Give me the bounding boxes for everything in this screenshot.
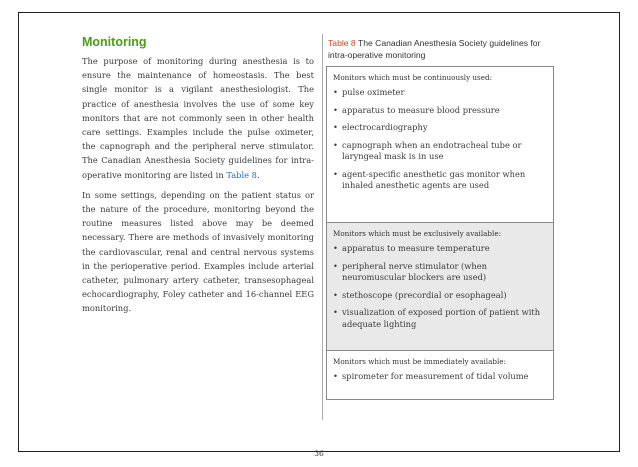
list-item [333, 169, 547, 192]
guidelines-table [326, 66, 554, 400]
list-item [333, 307, 547, 330]
table-section-exclusive [327, 223, 553, 351]
bullet-icon: • [333, 289, 338, 300]
table-caption [328, 38, 558, 61]
list-item [333, 243, 547, 255]
list-item-text: pulse oximeter [342, 87, 405, 97]
list-item-text: capnograph when an endotracheal tube or laryngeal mask is in use [342, 139, 522, 161]
bullet-icon: • [333, 260, 338, 271]
list-item-text: agent-specific anesthetic gas monitor when inhaled anesthetic agents are used [342, 168, 526, 190]
list-item-text: stethoscope (precordial or esophageal) [342, 289, 507, 300]
table-section-title: Monitors which must be continuously used: [333, 73, 493, 82]
table-section-title: Monitors which must be exclusively available: [333, 229, 501, 238]
bullet-icon: • [333, 371, 338, 381]
paragraph-1-text: The purpose of monitoring during anesthesia is to ensure the maintenance of homeostasis. The best single monitor is a vigilant anesthesiologist. The practice of anesthesia involves the use of some key monitors that are not commonly seen in other health care settings. Examples include the pulse oximeter, the capnograph and the peripheral nerve stimulator. The Canadian Anesthesia Society guidelines for intra-operative monitoring are listed in [82, 56, 314, 180]
table-caption-text: The Canadian Anesthesia Society guidelines for intra-operative monitoring [328, 38, 541, 60]
paragraph-2: In some settings, depending on the patient status or the nature of the procedure, monitoring beyond the routine measures listed above may be deemed necessary. There are methods of invasively monitoring the cardiovascular, renal and central nervous systems in the perioperative period. Examples include arterial catheter, pulmonary artery catheter, transesophageal echocardiography, Foley catheter and 16-channel EEG monitoring. [82, 189, 314, 314]
list-item [333, 261, 547, 284]
bullet-icon: • [333, 104, 338, 115]
bullet-icon: • [333, 122, 338, 132]
table-section-title: Monitors which must be immediately available: [333, 357, 506, 366]
list-item-text: apparatus to measure temperature [342, 243, 490, 253]
bullet-icon: • [333, 139, 338, 150]
paragraph-1-end: . [256, 169, 260, 180]
list-item [333, 290, 547, 302]
column-divider [322, 34, 323, 420]
table-section-continuous [327, 67, 553, 223]
paragraph-1 [82, 54, 314, 182]
list-item-text: visualization of exposed portion of patient with adequate lighting [342, 307, 541, 329]
bullet-icon: • [333, 307, 338, 317]
bullet-list [333, 87, 547, 192]
bullet-icon: • [333, 168, 338, 179]
list-item-text: electrocardiography [342, 122, 428, 132]
list-item [333, 87, 547, 99]
list-item [333, 371, 547, 383]
bullet-list [333, 243, 547, 330]
table-caption-number: Table 8 [328, 38, 356, 48]
list-item-text: apparatus to measure blood pressure [342, 104, 500, 115]
list-item [333, 122, 547, 134]
monitoring-section [82, 35, 314, 322]
section-heading: Monitoring [82, 35, 147, 49]
bullet-list [333, 371, 547, 383]
list-item-text: peripheral nerve stimulator (when neuromuscular blockers are used) [342, 260, 487, 282]
table-8-link[interactable]: Table 8 [226, 169, 257, 180]
table-section-immediate [327, 351, 553, 399]
list-item [333, 105, 547, 117]
bullet-icon: • [333, 243, 338, 253]
list-item [333, 140, 547, 163]
list-item-text: spirometer for measurement of tidal volume [342, 371, 529, 381]
page-number: 36 [314, 449, 324, 458]
bullet-icon: • [333, 87, 338, 97]
